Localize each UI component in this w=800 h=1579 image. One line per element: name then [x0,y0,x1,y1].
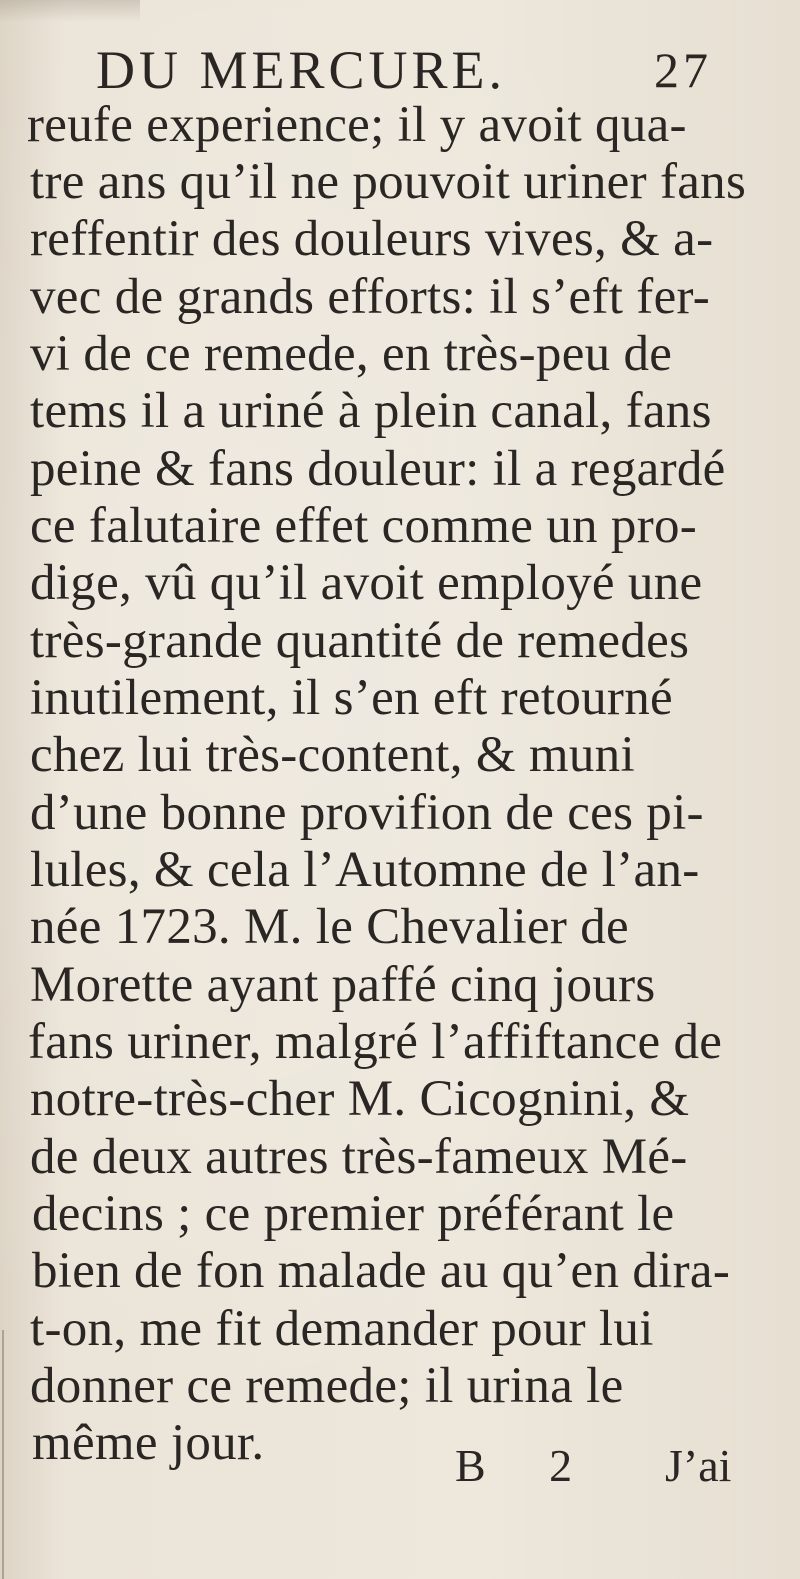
text-line: de deux autres très-fameux Mé- [30,1129,688,1185]
text-line: peine & fans douleur: il a regardé [30,441,726,497]
text-line: bien de fon malade au qu’en dira- [32,1243,731,1299]
page-edge-shadow [0,0,140,22]
text-line: très-grande quantité de remedes [30,613,690,669]
page-number: 27 [654,42,712,98]
text-line: notre-très-cher M. Cicognini, & [30,1071,690,1127]
text-line: fans uriner, malgré l’affiftance de [28,1014,723,1070]
text-line: lules, & cela l’Automne de l’an- [30,842,700,898]
text-line: t-on, me fit demander pour lui [30,1301,654,1357]
text-line: tre ans qu’il ne pouvoit uriner fans [30,154,747,210]
text-line: vi de ce remede, en très-peu de [30,326,673,382]
text-line: née 1723. M. le Chevalier de [30,899,629,955]
text-line: reufe experience; il y avoit qua- [27,97,687,153]
page-footer [0,1436,800,1500]
text-line: tems il a uriné à plein canal, fans [30,383,712,439]
text-line: reffentir des douleurs vives, & a- [30,211,714,267]
text-line: chez lui très-content, & muni [30,727,635,783]
text-line: Morette ayant paffé cinq jours [30,957,656,1013]
text-line: même jour. [32,1415,265,1471]
running-header [96,38,712,102]
text-line: ce falutaire effet comme un pro- [30,498,698,554]
text-line: inutilement, il s’en eft retourné [30,670,673,726]
text-line: d’une bonne provifion de ces pi- [30,785,704,841]
signature-mark: B 2 [455,1440,599,1491]
text-line: dige, vû qu’il avoit employé une [30,555,703,611]
catchword: J’ai [665,1440,732,1491]
text-line: donner ce remede; il urina le [30,1358,624,1414]
running-title: DU MERCURE. [96,40,507,100]
text-line: decins ; ce premier préférant le [32,1186,675,1242]
text-line: vec de grands efforts: il s’eft fer- [30,269,711,325]
